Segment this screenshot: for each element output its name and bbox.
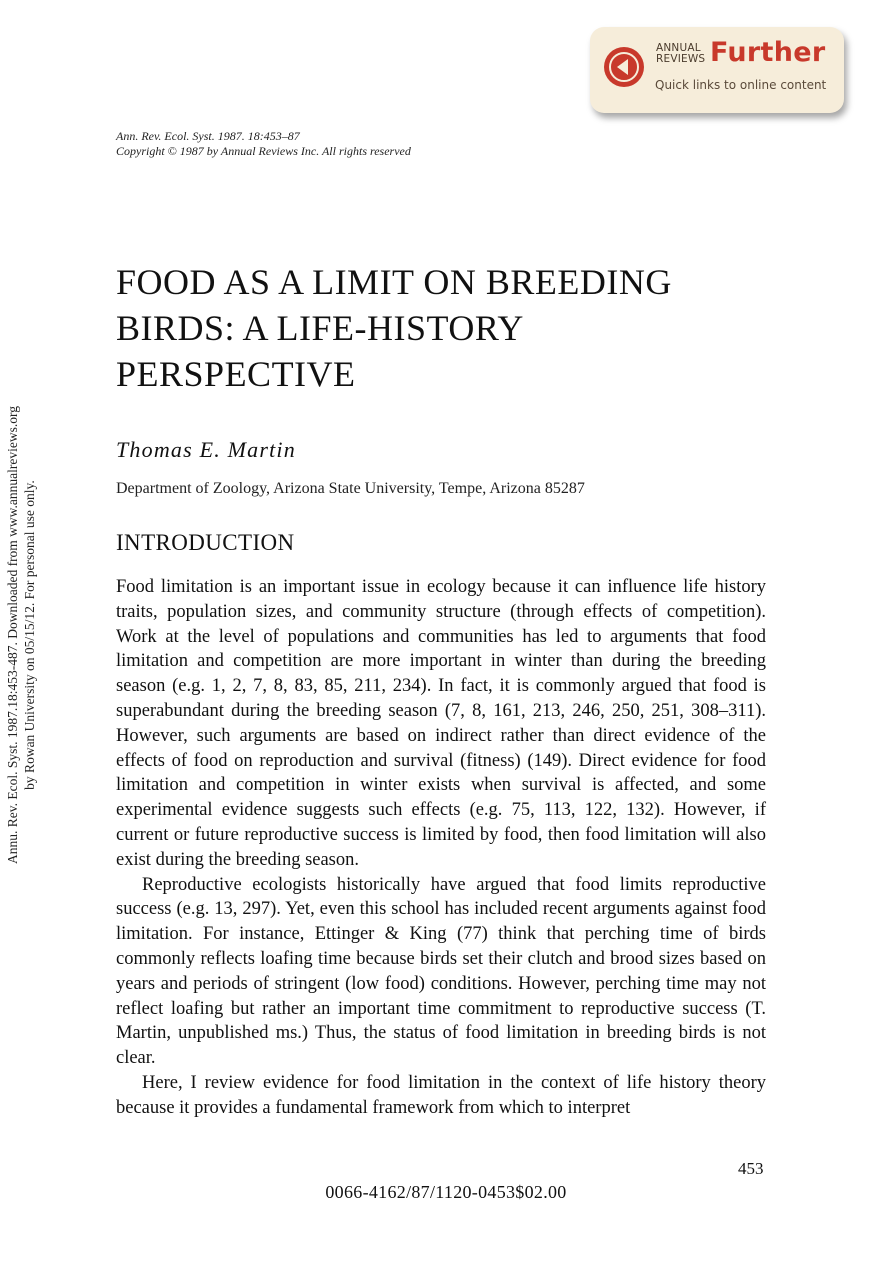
back-arrow-icon xyxy=(603,46,645,88)
copyright-line: Copyright © 1987 by Annual Reviews Inc. All rights reserved xyxy=(116,144,411,158)
price-code-line xyxy=(0,1182,880,1203)
paragraph-1: Food limitation is an important issue in ecology because it can influence life history traits, population sizes, and community structure (through effects of competition). Work at the level of populations and communities has led to arguments that food limitation and competition are more important in winter than during the breeding season (e.g. 1, 2, 7, 8, 83, 85, 211, 234). In fact, it is commonly argued that food is superabundant during the breeding season (7, 8, 161, 213, 246, 250, 251, 308–311). However, such arguments are based on indirect rather than direct evidence of the effects of food on reproduction and survival (fitness) (149). Direct evidence for food limitation and competition in winter exists when survival is affected, and some experimental evidence suggests such effects (e.g. 75, 113, 122, 132). However, if current or future reproductive success is limited by food, then food limitation will also exist during the breeding season. xyxy=(116,577,766,870)
title-line-1: FOOD AS A LIMIT ON BREEDING xyxy=(116,262,672,302)
download-stamp-line-1: Annu. Rev. Ecol. Syst. 1987.18:453-487. Downloaded from www.annualreviews.org xyxy=(5,405,20,865)
wordmark-annual: ANNUAL xyxy=(656,42,701,54)
journal-citation: Ann. Rev. Ecol. Syst. 1987. 18:453–87 xyxy=(116,129,300,143)
wordmark-reviews: REVIEWS xyxy=(656,53,706,65)
download-stamp-line-2: by Rowan University on 05/15/12. For personal use only. xyxy=(22,480,37,790)
paragraph-2: Reproductive ecologists historically have argued that food limits reproductive success (e.g. 13, 297). Yet, even this school has included recent arguments against food limitation. For instance, Ettinger & King (77) think that perching time of birds commonly reflects loafing time because birds set their clutch and brood sizes based on years and periods of stringent (low food) conditions. However, perching time may not reflect loafing but rather an important time commitment to reproductive success (T. Martin, unpublished ms.) Thus, the status of food limitation in breeding birds is not clear. xyxy=(116,874,766,1069)
annual-reviews-further-badge[interactable] xyxy=(590,27,844,113)
page-number: 453 xyxy=(738,1159,764,1178)
price-code: 0066-4162/87/1120-0453$02.00 xyxy=(325,1182,567,1202)
title-line-3: PERSPECTIVE xyxy=(116,354,356,394)
article-title xyxy=(116,259,756,397)
article-body xyxy=(116,575,766,1121)
further-tagline: Quick links to online content xyxy=(655,78,827,92)
title-line-2: BIRDS: A LIFE-HISTORY xyxy=(116,308,524,348)
author-name: Thomas E. Martin xyxy=(116,437,296,462)
author-affiliation: Department of Zoology, Arizona State University, Tempe, Arizona 85287 xyxy=(116,480,585,497)
further-wordmark: Further xyxy=(710,37,826,68)
download-stamp xyxy=(4,335,44,935)
section-heading-introduction: INTRODUCTION xyxy=(116,530,295,555)
paragraph-3: Here, I review evidence for food limitation in the context of life history theory because it provides a fundamental framework from which to interpret xyxy=(116,1072,766,1118)
annual-reviews-wordmark xyxy=(656,43,705,65)
journal-header xyxy=(116,129,411,159)
